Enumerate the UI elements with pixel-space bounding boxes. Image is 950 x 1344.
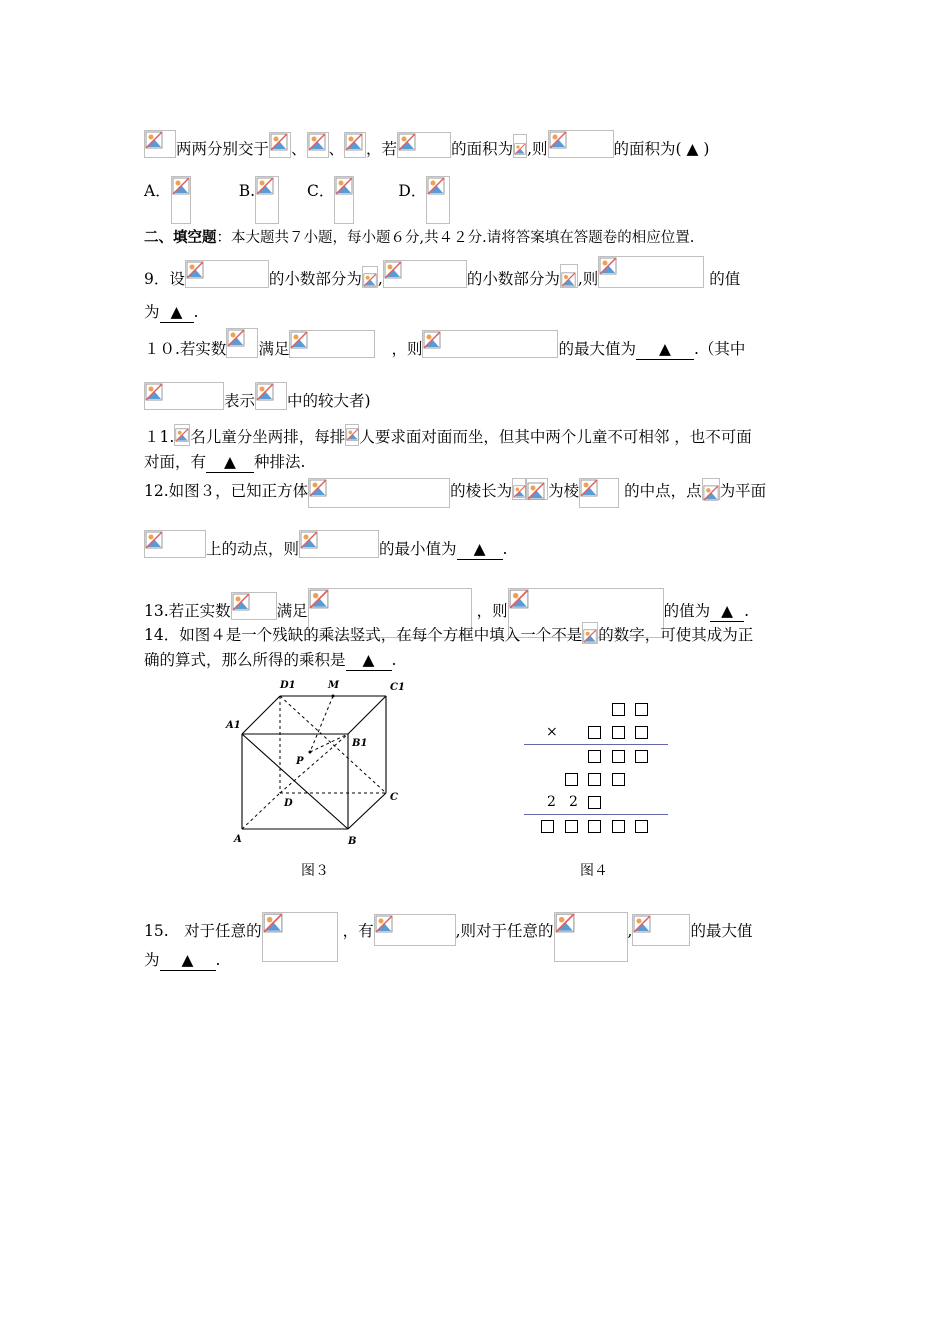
q15-line2: 为 ▲ . [144,951,221,969]
q8-line: 两两分别交于 、 、 ，若 的面积为 ,则 的面积为( ▲ ) [144,130,709,159]
option-a-image-icon [171,176,191,224]
digit-box [612,726,625,739]
formula-image-icon [262,912,338,962]
label-b: B [348,836,357,847]
label-c1: C1 [390,682,405,693]
q11-line2: 对面，有 ▲ 种排法. [144,453,306,471]
digit-box [588,773,601,786]
q8-options: A． B. C． D． [144,176,450,224]
digit-box [612,750,625,763]
q14-line2: 确的算式，那么所得的乘积是 ▲ . [144,651,397,669]
label-p: P [296,756,304,767]
formula-image-icon [598,256,704,288]
digit-box [635,750,648,763]
point-m [332,695,335,698]
digit-two: 2 [547,794,556,810]
edge-bc [348,793,386,829]
formula-image-icon [226,328,258,358]
formula-image-icon [702,478,720,500]
q14-line1: 14．如图４是一个残缺的乘法竖式，在每个方框中填入一个不是 的数字，可使其成为正 [144,622,753,645]
figure3-caption: 图３ [301,863,329,879]
formula-image-icon [512,478,526,500]
q9-line2: 为 ▲ . [144,303,199,321]
formula-image-icon [374,914,456,946]
formula-image-icon [579,478,619,508]
q10-line2: 表示 中的较大者) [144,382,371,411]
formula-image-icon [560,264,578,288]
digit-box [588,750,601,763]
figure3-cube-diagram [224,676,414,848]
hidden-diagonal-d1c [280,696,386,793]
label-a: A [234,834,242,845]
figure4-multiplication [520,698,670,840]
hidden-edge-ad [242,793,280,829]
digit-box [635,726,648,739]
times-sign: × [546,724,558,740]
label-c: C [390,792,398,803]
q11-line1: １1. 名儿童分坐两排，每排 人要求面对面而坐，但其中两个儿童不可相邻 ，也不可面 [144,424,752,447]
edge-b1c1 [348,696,386,734]
formula-image-icon [632,914,690,946]
rule-line [524,744,668,745]
formula-image-icon [554,912,628,962]
formula-image-icon [345,424,359,446]
digit-box [635,703,648,716]
digit-box [588,820,601,833]
formula-image-icon [144,130,176,158]
formula-image-icon [231,592,277,620]
formula-image-icon [383,260,467,288]
segment-mp [310,696,333,752]
formula-image-icon [174,424,190,446]
formula-image-icon [513,134,527,158]
formula-image-icon [299,530,379,558]
digit-two: 2 [569,794,578,810]
digit-box [635,820,648,833]
formula-image-icon [144,530,206,558]
q9-line1: 9．设 的小数部分为 , 的小数部分为 ,则 的值 [144,256,740,289]
edge-a1d1 [242,696,280,734]
label-b1: B1 [352,738,368,749]
label-d1: D1 [280,680,296,691]
formula-image-icon [289,330,375,358]
formula-image-icon [582,622,598,644]
formula-image-icon [548,130,614,158]
digit-box [612,703,625,716]
digit-box [612,820,625,833]
label-d: D [284,798,293,809]
digit-box [588,726,601,739]
formula-image-icon [526,478,548,500]
rule-line [524,814,668,815]
digit-box [541,820,554,833]
q12-line1: 12.如图３，已知正方体 的棱长为 为棱 的中点，点 为平面 [144,478,766,508]
formula-image-icon [344,132,366,158]
point-p [309,751,312,754]
formula-image-icon [269,132,291,158]
option-d-image-icon [426,176,450,224]
formula-image-icon [255,382,287,410]
option-c-image-icon [334,176,354,224]
figure4-caption: 图４ [580,863,608,879]
formula-image-icon [397,132,451,158]
q12-line2: 上的动点，则 的最小值为 ▲ . [144,530,507,560]
label-a1: A1 [226,720,241,731]
section2-header: 二、填空题：本大题共７小题，每小题６分,共４２分.请将答案填在答题卷的相应位置. [144,229,695,246]
formula-image-icon [362,266,378,288]
option-b-image-icon [255,176,279,224]
q15-line1: 15. 对于任意的 ，有 ,则对于任意的 , 的最大值 [144,912,753,962]
label-m: M [328,680,340,691]
formula-image-icon [308,478,450,508]
digit-box [565,773,578,786]
segment-pb1 [310,734,348,752]
digit-box [565,820,578,833]
digit-box [612,773,625,786]
q13-line: 13.若正实数 满足 ，则 的值为 ▲ . [144,588,749,638]
formula-image-icon [422,330,558,358]
formula-image-icon [144,382,224,410]
formula-image-icon [185,260,269,288]
digit-box [588,796,601,809]
formula-image-icon [307,132,329,158]
q10-line1: １０.若实数 满足 ，则 的最大值为 ▲ .（其中 [144,328,745,360]
